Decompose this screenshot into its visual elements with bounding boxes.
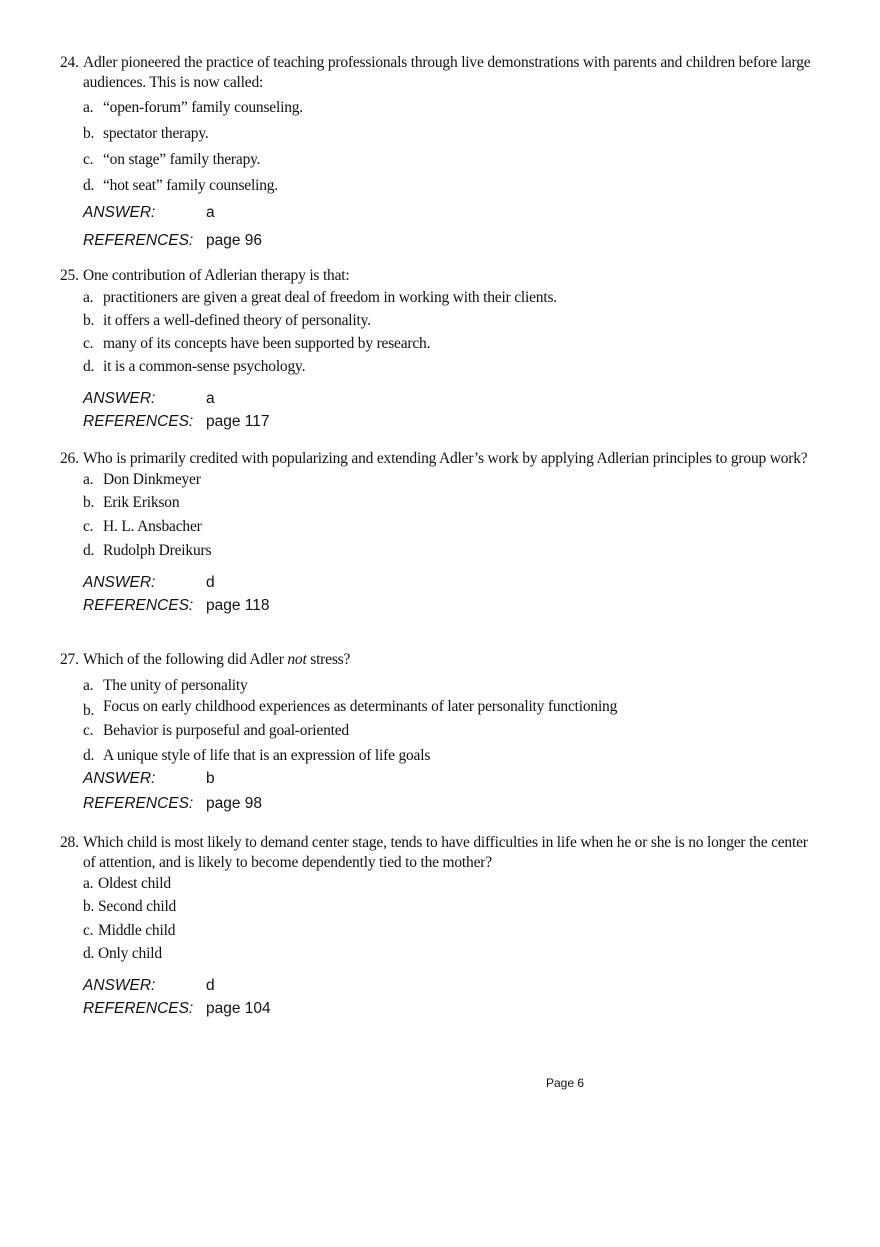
option-list (60, 676, 820, 766)
option-text: spectator therapy. (103, 125, 209, 142)
option-letter: a. (83, 99, 94, 116)
answer-line (60, 976, 820, 996)
option-letter: c. (83, 722, 94, 739)
question-number: 27. (60, 651, 79, 668)
references-line (60, 794, 820, 814)
answer-line (60, 389, 820, 409)
option-a (60, 676, 820, 696)
question-26 (60, 449, 820, 616)
option-text: The unity of personality (103, 677, 248, 694)
option-d (60, 176, 820, 196)
option-letter: d. (83, 542, 95, 559)
answer-value: b (206, 770, 215, 787)
option-letter: d. (83, 177, 95, 194)
references-label: REFERENCES: (83, 1000, 194, 1017)
option-letter: a. (83, 471, 94, 488)
question-stem (60, 449, 820, 469)
references-label: REFERENCES: (83, 795, 194, 812)
option-letter: b. (83, 312, 95, 329)
option-text: Don Dinkmeyer (103, 471, 201, 488)
option-b (60, 124, 820, 144)
option-list (60, 470, 820, 561)
option-text: Behavior is purposeful and goal-oriented (103, 722, 349, 739)
option-a (60, 288, 820, 308)
option-a (60, 470, 820, 490)
question-25 (60, 266, 820, 432)
option-text: practitioners are given a great deal of freedom in working with their clients. (103, 289, 557, 306)
option-b (60, 897, 820, 917)
option-letter: d. (83, 945, 95, 962)
page-number: Page 6 (546, 1076, 585, 1090)
references-value: page 118 (206, 597, 270, 614)
question-text: One contribution of Adlerian therapy is that: (83, 267, 350, 284)
option-text: A unique style of life that is an expression of life goals (103, 747, 431, 764)
references-line (60, 999, 820, 1019)
option-c (60, 334, 820, 354)
option-a (60, 874, 820, 894)
option-text: “open-forum” family counseling. (103, 99, 303, 116)
question-27 (60, 650, 820, 814)
option-letter: a. (83, 875, 94, 892)
option-letter: a. (83, 289, 94, 306)
question-text-after: stress? (306, 651, 351, 668)
question-text-emphasis: not (287, 651, 307, 668)
answer-label: ANSWER: (83, 770, 156, 787)
references-value: page 117 (206, 413, 270, 430)
answer-label: ANSWER: (83, 390, 156, 407)
references-value: page 98 (206, 795, 263, 812)
option-letter: d. (83, 747, 95, 764)
question-stem (60, 266, 820, 286)
option-letter: c. (83, 518, 94, 535)
references-label: REFERENCES: (83, 597, 194, 614)
option-list (60, 288, 820, 377)
option-d (60, 541, 820, 561)
references-value: page 96 (206, 232, 263, 249)
question-stem (60, 833, 820, 873)
option-text: Second child (98, 898, 177, 915)
option-text: Rudolph Dreikurs (103, 542, 212, 559)
references-value: page 104 (206, 1000, 271, 1017)
option-letter: b. (83, 898, 95, 915)
option-letter: c. (83, 922, 94, 939)
answer-value: d (206, 574, 215, 591)
option-letter: b. (83, 494, 95, 511)
option-d (60, 357, 820, 377)
option-b (60, 697, 820, 717)
answer-value: a (206, 204, 215, 221)
answer-value: a (206, 390, 215, 407)
question-text: Adler pioneered the practice of teaching professionals through live demonstrations with parents and children before large audiences. This is now called: (83, 54, 811, 91)
option-letter: b. (83, 702, 95, 719)
answer-line (60, 769, 820, 789)
option-list (60, 874, 820, 964)
question-text: Who is primarily credited with popularizing and extending Adler’s work by applying Adlerian principles to group work? (83, 450, 808, 467)
option-text: it is a common-sense psychology. (103, 358, 306, 375)
answer-label: ANSWER: (83, 574, 156, 591)
option-text: H. L. Ansbacher (103, 518, 202, 535)
option-text: Middle child (98, 922, 176, 939)
option-c (60, 921, 820, 941)
option-text: Erik Erikson (103, 494, 180, 511)
answer-label: ANSWER: (83, 204, 156, 221)
question-number: 24. (60, 54, 79, 71)
question-stem (60, 650, 820, 670)
answer-line (60, 573, 820, 593)
answer-label: ANSWER: (83, 977, 156, 994)
option-letter: b. (83, 125, 95, 142)
answer-value: d (206, 977, 215, 994)
question-28 (60, 833, 820, 1019)
question-text-before: Which of the following did Adler (83, 651, 288, 668)
option-text: Only child (98, 945, 162, 962)
option-a (60, 98, 820, 118)
option-letter: c. (83, 335, 94, 352)
option-b (60, 493, 820, 513)
references-line (60, 596, 820, 616)
option-text: “on stage” family therapy. (103, 151, 261, 168)
option-c (60, 721, 820, 741)
question-stem (60, 53, 820, 93)
option-c (60, 150, 820, 170)
question-number: 28. (60, 834, 79, 851)
question-text: Which child is most likely to demand center stage, tends to have difficulties in life when he or she is no longer the center of attention, and is likely to become dependently tied to the mother? (83, 834, 808, 871)
option-d (60, 944, 820, 964)
question-24 (60, 53, 820, 251)
option-text: “hot seat” family counseling. (103, 177, 278, 194)
option-letter: a. (83, 677, 94, 694)
option-letter: d. (83, 358, 95, 375)
references-label: REFERENCES: (83, 232, 194, 249)
option-text: it offers a well-defined theory of personality. (103, 312, 371, 329)
option-text: Focus on early childhood experiences as determinants of later personality functioning (103, 698, 618, 715)
option-b (60, 311, 820, 331)
option-text: many of its concepts have been supported by research. (103, 335, 431, 352)
option-list (60, 98, 820, 196)
option-letter: c. (83, 151, 94, 168)
references-line (60, 231, 820, 251)
option-d (60, 746, 820, 766)
option-c (60, 517, 820, 537)
option-text: Oldest child (98, 875, 171, 892)
question-number: 25. (60, 267, 79, 284)
question-number: 26. (60, 450, 79, 467)
answer-line (60, 203, 820, 223)
references-label: REFERENCES: (83, 413, 194, 430)
references-line (60, 412, 820, 432)
